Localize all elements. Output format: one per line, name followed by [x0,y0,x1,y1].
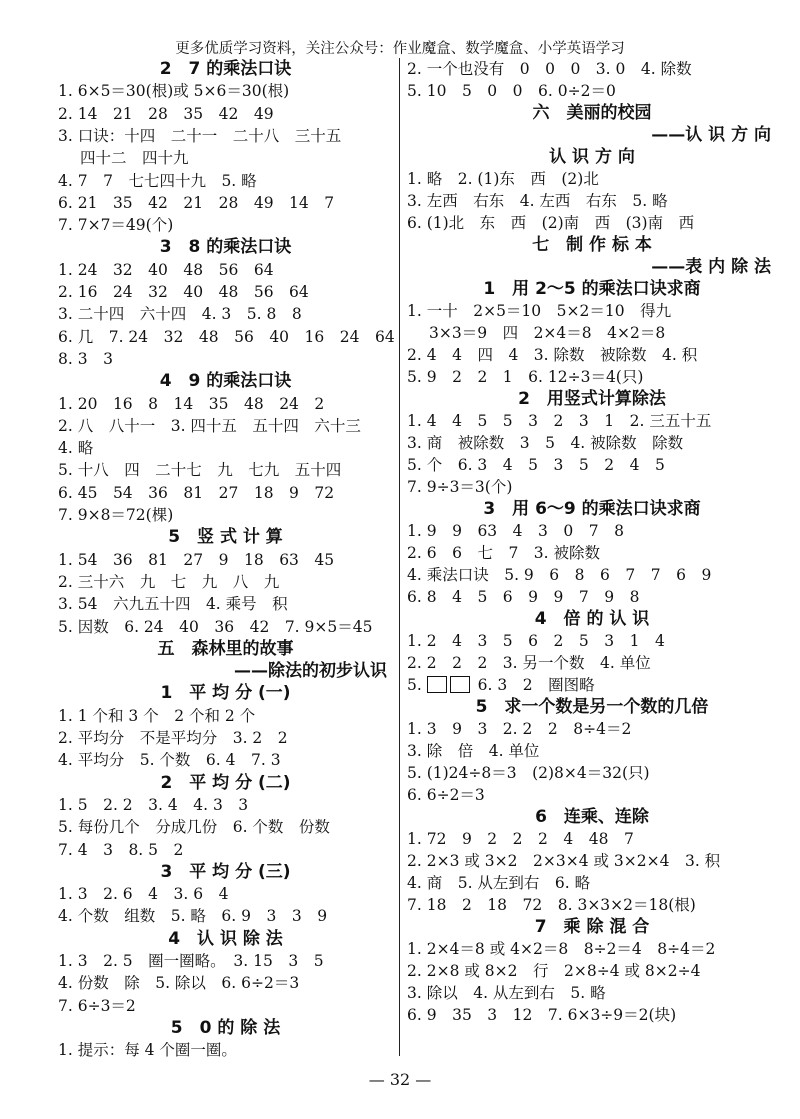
promo-banner: 更多优质学习资料，关注公众号：作业魔盒、数学魔盒、小学英语学习 [175,41,625,57]
answer-line: 5. 每份几个 分成几份 6. 个数 份数 [58,818,330,837]
answer-line: 1. 2 4 3 5 6 2 5 3 1 4 [407,632,665,650]
answer-line: 6. 21 35 42 21 28 49 14 7 [58,193,335,212]
section-heading: 2 平 均 分 (二) [160,772,291,793]
answer-line: 5. 因数 6. 24 40 36 42 7. 9×5＝45 [58,617,373,636]
answer-line: 4. 平均分 5. 个数 6. 4 7. 3 [58,751,281,770]
answer-line: 1. 略 2. (1)东 西 (2)北 [407,170,599,188]
answer-line: 5. 个 6. 3 4 5 3 5 2 4 5 [407,456,665,474]
section-heading: 2 7 的乘法口诀 [159,59,292,79]
answer-box [450,676,470,693]
answer-line: 1. 24 32 40 48 56 64 [58,260,274,279]
column-divider [399,58,400,1056]
answer-line: 2. 三十六 九 七 九 八 九 [58,572,280,591]
answer-line: 7. 6÷3＝2 [58,996,136,1015]
answer-line: 5. 9 2 2 1 6. 12÷3＝4(只) [407,368,644,386]
answer-line: 1. 5 2. 2 3. 4 4. 3 3 [58,795,249,814]
section-heading: 6 连乘、连除 [535,807,649,827]
section-subtitle: ——认 识 方 向 [651,125,771,145]
answer-line: 2. 一个也没有 0 0 0 3. 0 4. 除数 [407,60,692,78]
section-heading: 3 8 的乘法口诀 [159,237,292,258]
page-number: — 32 — [368,1070,432,1089]
answer-line: 5. (1)24÷8＝3 (2)8×4＝32(只) [407,764,650,782]
answer-line: 7. 4 3 8. 5 2 [58,840,184,859]
answer-line: 2. 平均分 不是平均分 3. 2 2 [58,729,288,747]
answer-line: 3. 二十四 六十四 4. 3 5. 8 8 [58,305,302,324]
answer-line: 1. 2×4＝8 或 4×2＝8 8÷2＝4 8÷4＝2 [407,940,716,958]
answer-line: 5. 十八 四 二十七 九 七九 五十四 [58,461,342,480]
answer-line: 7. 18 2 18 72 8. 3×3×2＝18(根) [407,896,696,914]
answer-line: 7. 7×7＝49(个) [58,216,174,235]
section-heading: 2 用竖式计算除法 [518,389,666,409]
section-subtitle: ——表 内 除 法 [651,257,771,277]
answer-line: 1. 3 2. 6 4 3. 6 4 [58,885,229,904]
answer-line: 2. 6 6 七 7 3. 被除数 [407,544,601,562]
answer-line: 7. 9×8＝72(棵) [58,506,174,524]
section-heading: 1 用 2～5 的乘法口诀求商 [483,279,701,299]
answer-line: 1. 3 2. 5 圈一圈略。 3. 15 3 5 [58,952,324,970]
answer-text: 6. 3 2 圈图略 [472,676,595,694]
answer-line: 3. 左西 右东 4. 左西 右东 5. 略 [407,192,668,210]
section-heading: 4 认 识 除 法 [168,928,283,949]
answer-line: 6. 6÷2＝3 [407,786,485,804]
section-heading: 5 竖 式 计 算 [168,527,283,548]
answer-line: 1. 6×5＝30(根)或 5×6＝30(根) [58,82,290,101]
item-number: 5. [407,676,427,694]
answer-line: 1. 3 9 3 2. 2 2 8÷4＝2 [407,720,632,738]
answer-line: 7. 9÷3＝3(个) [407,478,513,496]
answer-line: 3. 54 六九五十四 4. 乘号 积 [58,595,288,614]
answer-line: 6. 9 35 3 12 7. 6×3÷9＝2(块) [407,1006,677,1024]
section-heading: 4 倍 的 认 识 [534,609,650,629]
answer-line: 6. 8 4 5 6 9 9 7 9 8 [407,588,640,606]
answer-line: 1. 1 个和 3 个 2 个和 2 个 [58,706,256,725]
answer-line: 3. 商 被除数 3 5 4. 被除数 除数 [407,434,684,452]
answer-line: 4. 商 5. 从左到右 6. 略 [407,874,591,892]
answer-line [407,674,595,696]
section-heading: 5 0 的 除 法 [170,1017,281,1038]
answer-line: 8. 3 3 [58,349,113,368]
section-heading: 5 求一个数是另一个数的几倍 [475,697,709,717]
answer-line: 1. 54 36 81 27 9 18 63 45 [58,550,335,569]
answer-line: 四十二 四十九 [80,149,189,168]
answer-line: 2. 14 21 28 35 42 49 [58,104,274,123]
section-heading: 六 美丽的校园 [532,103,652,123]
answer-line: 4. 个数 组数 5. 略 6. 9 3 3 9 [58,907,328,926]
answer-line: 1. 9 9 63 4 3 0 7 8 [407,522,624,540]
answer-line: 4. 7 7 七七四十九 5. 略 [58,171,257,190]
answer-line: 4. 份数 除 5. 除以 6. 6÷2＝3 [58,974,300,993]
section-heading: 4 9 的乘法口诀 [159,371,292,392]
answer-line: 2. 2 2 2 3. 另一个数 4. 单位 [407,654,651,672]
section-subtitle: ——除法的初步认识 [234,661,387,682]
answer-line: 2. 2×3 或 3×2 2×3×4 或 3×2×4 3. 积 [407,852,721,870]
answer-line: 3. 除以 4. 从左到右 5. 略 [407,984,606,1002]
answer-line: 5. 10 5 0 0 6. 0÷2＝0 [407,82,616,100]
answer-line: 3×3＝9 四 2×4＝8 4×2＝8 [429,324,666,342]
section-heading: 3 用 6～9 的乘法口诀求商 [483,499,701,519]
section-heading: 1 平 均 分 (一) [160,683,291,704]
answer-line: 4. 乘法口诀 5. 9 6 8 6 7 7 6 9 [407,566,712,584]
answer-line: 1. 72 9 2 2 2 4 48 7 [407,830,634,848]
answer-line: 2. 4 4 四 4 3. 除数 被除数 4. 积 [407,346,698,364]
answer-box [427,676,447,693]
answer-line: 3. 口诀：十四 二十一 二十八 三十五 [58,126,342,145]
answer-line: 6. (1)北 东 西 (2)南 西 (3)南 西 [407,214,695,232]
answer-line: 1. 4 4 5 5 3 2 3 1 2. 三五十五 [407,412,712,430]
answer-line: 1. 提示：每 4 个圈一圈。 [58,1041,237,1060]
section-heading: 五 森林里的故事 [157,638,294,659]
section-heading: 7 乘 除 混 合 [534,917,650,937]
answer-line: 2. 16 24 32 40 48 56 64 [58,283,309,301]
answer-line: 6. 几 7. 24 32 48 56 40 16 24 64 [58,327,395,346]
section-heading: 3 平 均 分 (三) [160,861,291,882]
answer-line: 6. 45 54 36 81 27 18 9 72 [58,483,335,502]
answer-line: 4. 略 [58,439,94,458]
answer-line: 1. 一十 2×5＝10 5×2＝10 得九 [407,302,672,320]
section-heading: 七 制 作 标 本 [532,235,652,255]
answer-line: 2. 八 八十一 3. 四十五 五十四 六十三 [58,416,361,435]
section-heading: 认 识 方 向 [549,147,635,167]
answer-line: 1. 20 16 8 14 35 48 24 2 [58,394,325,413]
answer-line: 3. 除 倍 4. 单位 [407,742,540,760]
answer-line: 2. 2×8 或 8×2 行 2×8÷4 或 8×2÷4 [407,962,701,980]
